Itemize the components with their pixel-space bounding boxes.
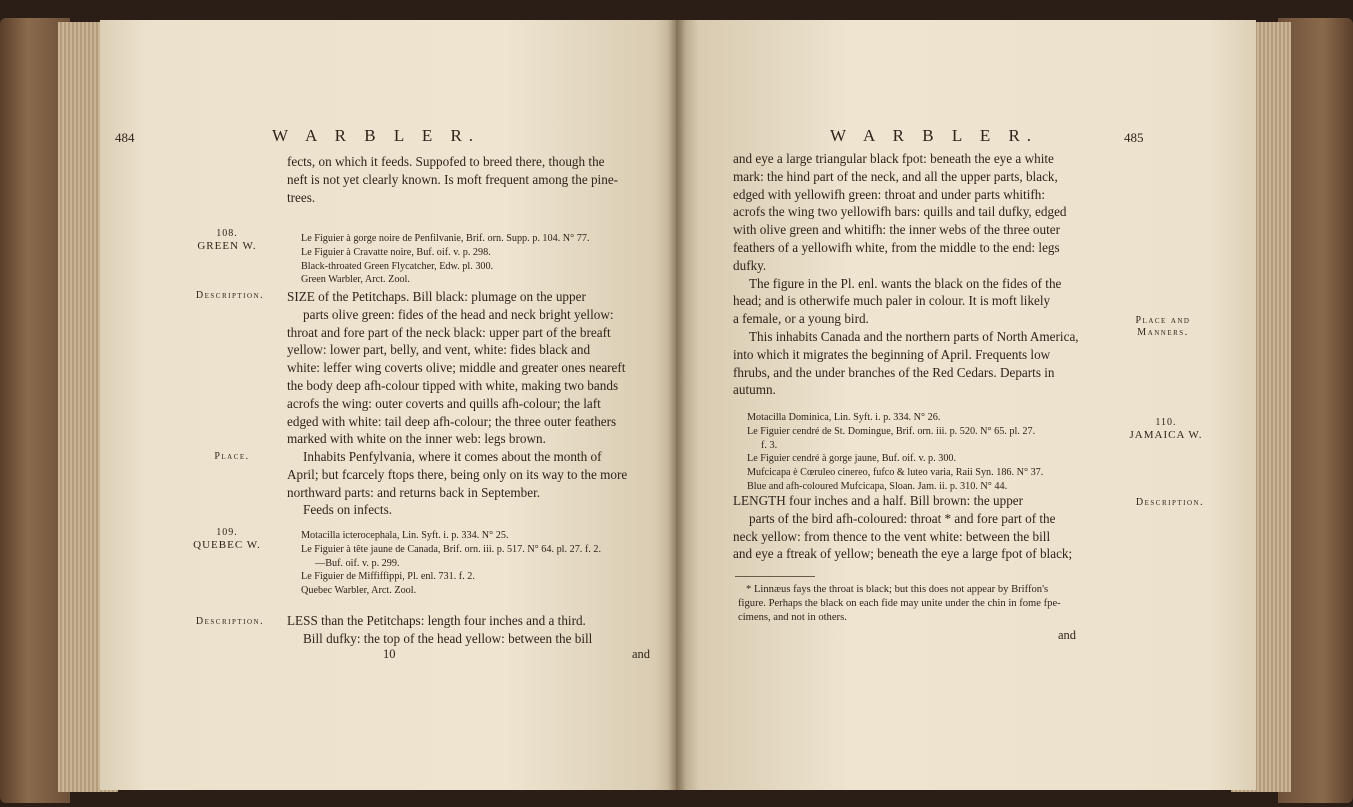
entry-108-place bbox=[287, 448, 659, 519]
text-line: head; and is otherwife much paler in colour. It is moft likely bbox=[733, 293, 1051, 309]
footnote bbox=[738, 583, 1110, 625]
entry-110-label bbox=[1118, 417, 1214, 441]
footnote-line: cimens, and not in others. bbox=[738, 612, 847, 623]
citation-line: Green Warbler, Arct. Zool. bbox=[301, 274, 410, 286]
text-line: white: leffer wing coverts olive; middle and greater ones neareft bbox=[287, 360, 626, 376]
text-line: parts olive green: fides of the head and neck bright yellow: bbox=[303, 306, 614, 322]
text-line: throat and fore part of the neck black: upper part of the breaft bbox=[287, 324, 611, 340]
entry-108-citations bbox=[301, 232, 661, 287]
citation-line: Le Figuier à tête jaune de Canada, Brif. orn. iii. p. 517. N° 64. pl. 27. f. 2. bbox=[301, 543, 602, 555]
citation-line: Blue and afh-coloured Mufcicapa, Sloan. Jam. ii. p. 310. N° 44. bbox=[747, 480, 1008, 492]
entry-108-label bbox=[182, 228, 272, 252]
right-intro-text bbox=[733, 150, 1105, 399]
text-line: into which it migrates the beginning of April. Frequents low bbox=[733, 346, 1051, 362]
right-running-head: W A R B L E R. bbox=[830, 126, 1039, 145]
entry-108-description bbox=[287, 288, 659, 448]
entry-number: 109. bbox=[216, 527, 238, 538]
text-line: mark: the hind part of the neck, and all the upper parts, black, bbox=[733, 168, 1058, 184]
text-line: The figure in the Pl. enl. wants the black on the fides of the bbox=[749, 275, 1062, 291]
text-line: Bill dufky: the top of the head yellow: between the bill bbox=[303, 630, 593, 646]
citation-line: Quebec Warbler, Arct. Zool. bbox=[301, 585, 417, 597]
entry-110-description bbox=[733, 492, 1105, 563]
footnote-line: * Linnæus fays the throat is black; but this does not appear by Briffon's bbox=[746, 584, 1049, 595]
left-intro-text bbox=[287, 153, 657, 206]
text-line: neck yellow: from thence to the vent white: between the bill bbox=[733, 528, 1051, 544]
text-line: April; but fcarcely ftops there, being only on its way to the more bbox=[287, 466, 628, 482]
text-line: SIZE of the Petitchaps. Bill black: plumage on the upper bbox=[287, 289, 586, 304]
citation-line: Mufcicapa è Cœruleo cinereo, fufco & luteo varia, Raii Syn. 186. N° 37. bbox=[747, 467, 1044, 479]
text-line: LENGTH four inches and a half. Bill brown: the upper bbox=[733, 493, 1024, 508]
entry-110-citations bbox=[747, 411, 1112, 494]
entry-name: JAMAICA W. bbox=[1129, 429, 1203, 441]
text-line: northward parts: and returns back in September. bbox=[287, 484, 541, 500]
description-label: Description. bbox=[195, 616, 265, 627]
text-line: parts of the bird afh-coloured: throat * and fore part of the bbox=[749, 510, 1056, 526]
entry-109-citations bbox=[301, 529, 663, 598]
text-line: the body deep afh-colour tipped with white, making two bands bbox=[287, 377, 619, 393]
text-line: and eye a ftreak of yellow; beneath the eye a large fpot of black; bbox=[733, 546, 1073, 562]
book-gutter bbox=[668, 20, 686, 790]
text-line: acrofs the wing: outer coverts and quills afh-colour; the laft bbox=[287, 395, 601, 411]
text-line: Feeds on infects. bbox=[303, 502, 392, 518]
text-line: fects, on which it feeds. Suppofed to breed there, though the bbox=[287, 154, 605, 169]
signature-mark: 10 bbox=[383, 647, 396, 661]
place-and-manners-label: Place and Manners. bbox=[1135, 315, 1191, 338]
text-line: with olive green and whitifh: the inner webs of the three outer bbox=[733, 222, 1061, 238]
catchword: and bbox=[632, 647, 651, 661]
entry-109-description bbox=[287, 612, 659, 648]
left-running-head: W A R B L E R. bbox=[272, 126, 481, 145]
text-line: neft is not yet clearly known. Is moft frequent among the pine- bbox=[287, 171, 619, 187]
text-line: acrofs the wing two yellowifh bars: quills and tail dufky, edged bbox=[733, 204, 1067, 220]
right-page-number: 485 bbox=[1124, 130, 1144, 145]
citation-line: Le Figuier cendré à gorge jaune, Buf. oif. v. p. 300. bbox=[747, 453, 957, 465]
text-line: and eye a large triangular black fpot: beneath the eye a white bbox=[733, 151, 1054, 166]
text-line: feathers of a yellowifh white, from the middle to the end: legs bbox=[733, 239, 1060, 255]
citation-line: Le Figuier à gorge noire de Penfilvanie, Brif. orn. Supp. p. 104. N° 77. bbox=[301, 233, 590, 244]
text-line: marked with white on the inner web: legs brown. bbox=[287, 431, 546, 447]
citation-line: Motacilla icterocephala, Lin. Syft. i. p. 334. N° 25. bbox=[301, 530, 509, 541]
footnote-rule bbox=[735, 576, 815, 577]
entry-name: QUEBEC W. bbox=[193, 539, 261, 551]
citation-line: Le Figuier cendré de St. Domingue, Brif. orn. iii. p. 520. N° 65. pl. 27. bbox=[747, 425, 1036, 437]
text-line: trees. bbox=[287, 189, 316, 205]
left-page-number: 484 bbox=[115, 130, 135, 145]
text-line: Inhabits Penfylvania, where it comes about the month of bbox=[303, 449, 602, 464]
citation-line: Le Figuier à Cravatte noire, Buf. oif. v. p. 298. bbox=[301, 246, 491, 258]
text-line: fhrubs, and the under branches of the Red Cedars. Departs in bbox=[733, 364, 1055, 380]
citation-line: Motacilla Dominica, Lin. Syft. i. p. 334. N° 26. bbox=[747, 412, 941, 423]
place-label: Place. bbox=[214, 451, 250, 462]
citation-line: Le Figuier de Miffiffippi, Pl. enl. 731. f. 2. bbox=[301, 571, 475, 583]
text-line: autumn. bbox=[733, 382, 776, 398]
citation-line: —Buf. oif. v. p. 299. bbox=[315, 557, 400, 569]
description-label: Description. bbox=[1135, 497, 1205, 508]
citation-line: Black-throated Green Flycatcher, Edw. pl. 300. bbox=[301, 260, 494, 272]
text-line: edged with yellowifh green: throat and under parts whitifh: bbox=[733, 186, 1046, 202]
entry-number: 108. bbox=[216, 228, 238, 239]
entry-number: 110. bbox=[1155, 417, 1177, 428]
text-line: edged with white: tail deep afh-colour; the three outer feathers bbox=[287, 413, 617, 429]
description-label: Description. bbox=[195, 290, 265, 301]
entry-name: GREEN W. bbox=[197, 240, 257, 252]
text-line: This inhabits Canada and the northern parts of North America, bbox=[749, 328, 1079, 344]
text-line: dufky. bbox=[733, 257, 767, 273]
text-line: yellow: lower part, belly, and vent, white: fides black and bbox=[287, 342, 591, 358]
catchword: and bbox=[1058, 628, 1077, 642]
citation-line: f. 3. bbox=[761, 439, 778, 451]
text-line: LESS than the Petitchaps: length four inches and a third. bbox=[287, 613, 586, 628]
text-line: a female, or a young bird. bbox=[733, 311, 869, 327]
footnote-line: figure. Perhaps the black on each fide may unite under the chin in fome fpe- bbox=[738, 598, 1061, 609]
entry-109-label bbox=[182, 527, 272, 551]
